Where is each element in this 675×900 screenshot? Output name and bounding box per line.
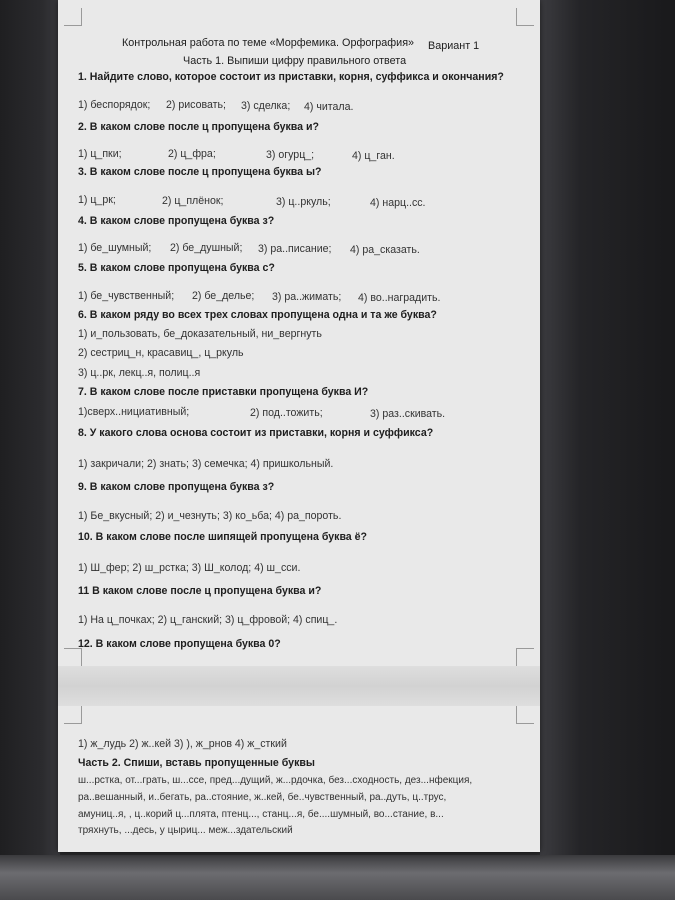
q2-option-1: 1) ц_пки;	[78, 148, 122, 160]
part2-title: Часть 2. Спиши, вставь пропущенные буквы	[78, 757, 315, 769]
variant-label: Вариант 1	[428, 40, 480, 52]
q6-option-1: 1) и_пользовать, бе_доказательный, ни_вергнуть	[78, 328, 322, 340]
page-corner-mark	[64, 8, 82, 26]
question-2: 2. В каком слове после ц пропущена буква и?	[78, 121, 319, 133]
q10-options: 1) Ш_фер; 2) ш_рстка; 3) Ш_колод; 4) ш_сси.	[78, 562, 301, 574]
question-10: 10. В каком слове после шипящей пропущена буква ё?	[78, 531, 368, 543]
q12-options: 1) ж_лудь 2) ж..кей 3) ), ж_рнов 4) ж_сткий	[78, 738, 287, 750]
page-corner-mark	[516, 706, 534, 724]
page-corner-mark	[64, 706, 82, 724]
q4-option-1: 1) бе_шумный;	[78, 242, 152, 254]
q2-option-2: 2) ц_фра;	[168, 148, 216, 160]
q7-option-2: 2) под..тожить;	[250, 407, 323, 419]
question-5: 5. В каком слове пропущена буква с?	[78, 262, 275, 274]
part2-line-3: амуниц..я, , ц..корий ц...плята, птенц..., станц...я, бе....шумный, во...стание, в...	[78, 809, 444, 820]
q7-option-3: 3) раз..скивать.	[370, 408, 446, 420]
q6-option-2: 2) сестриц_н, красавиц_, ц_ркуль	[78, 347, 244, 359]
q2-option-3: 3) огурц_;	[266, 149, 315, 161]
q7-option-1: 1)сверх..нициативный;	[78, 406, 190, 418]
question-1: 1. Найдите слово, которое состоит из приставки, корня, суффикса и окончания?	[78, 71, 504, 83]
q11-options: 1) На ц_почках; 2) ц_ганский; 3) ц_фровой; 4) спиц_.	[78, 614, 338, 626]
monitor-bezel-bottom	[0, 855, 675, 900]
q1-option-1: 1) беспорядок;	[78, 99, 151, 111]
q3-option-2: 2) ц_плёнок;	[162, 195, 224, 207]
q1-option-4: 4) читала.	[304, 101, 354, 113]
q3-option-4: 4) нарц..сс.	[370, 197, 426, 209]
question-7: 7. В каком слове после приставки пропущена буква И?	[78, 386, 369, 398]
page-corner-mark	[516, 8, 534, 26]
q5-option-1: 1) бе_чувственный;	[78, 290, 175, 302]
question-12: 12. В каком слове пропущена буква 0?	[78, 638, 281, 650]
q4-option-2: 2) бе_душный;	[170, 242, 243, 254]
q1-option-2: 2) рисовать;	[166, 99, 226, 111]
document-title: Контрольная работа по теме «Морфемика. Орфография»	[122, 37, 415, 49]
question-3: 3. В каком слове после ц пропущена буква ы?	[78, 166, 322, 178]
q1-option-3: 3) сделка;	[241, 100, 291, 112]
q8-options: 1) закричали; 2) знать; 3) семечка; 4) пришкольный.	[78, 458, 334, 470]
q5-option-4: 4) во..наградить.	[358, 292, 441, 304]
part2-line-2: ра..вешанный, и..бегать, ра..стояние, ж..кей, бе..чувственный, ра..дуть, ц..трус,	[78, 792, 447, 803]
q2-option-4: 4) ц_ган.	[352, 150, 395, 162]
q9-options: 1) Бе_вкусный; 2) и_чезнуть; 3) ко_ьба; 4) ра_пороть.	[78, 510, 342, 522]
part2-line-4: тряхнуть, ...десь, у цыриц... меж...здательский	[78, 825, 293, 836]
page-corner-mark	[516, 648, 534, 666]
q4-option-3: 3) ра..писание;	[258, 243, 332, 255]
q3-option-1: 1) ц_рк;	[78, 194, 116, 206]
document-page[interactable]	[58, 0, 540, 852]
q4-option-4: 4) ра_сказать.	[350, 244, 420, 256]
part2-line-1: ш...рстка, от...грать, ш...ссе, пред...дущий, ж...рдочка, без...сходность, дез...нфекция,	[78, 775, 473, 786]
monitor-bezel-left	[0, 0, 60, 900]
question-8: 8. У какого слова основа состоит из приставки, корня и суффикса?	[78, 427, 434, 439]
question-11: 11 В каком слове после ц пропущена буква и?	[78, 585, 322, 597]
q3-option-3: 3) ц..ркуль;	[276, 196, 331, 208]
q5-option-2: 2) бе_делье;	[192, 290, 255, 302]
part1-title: Часть 1. Выпиши цифру правильного ответа	[183, 55, 407, 67]
monitor-bezel-right	[540, 0, 675, 900]
q6-option-3: 3) ц..рк, лекц..я, полиц..я	[78, 367, 201, 379]
question-9: 9. В каком слове пропущена буква з?	[78, 481, 275, 493]
q5-option-3: 3) ра..жимать;	[272, 291, 342, 303]
page-break	[58, 666, 540, 706]
question-6: 6. В каком ряду во всех трех словах пропущена одна и та же буква?	[78, 309, 437, 321]
question-4: 4. В каком слове пропущена буква з?	[78, 215, 275, 227]
